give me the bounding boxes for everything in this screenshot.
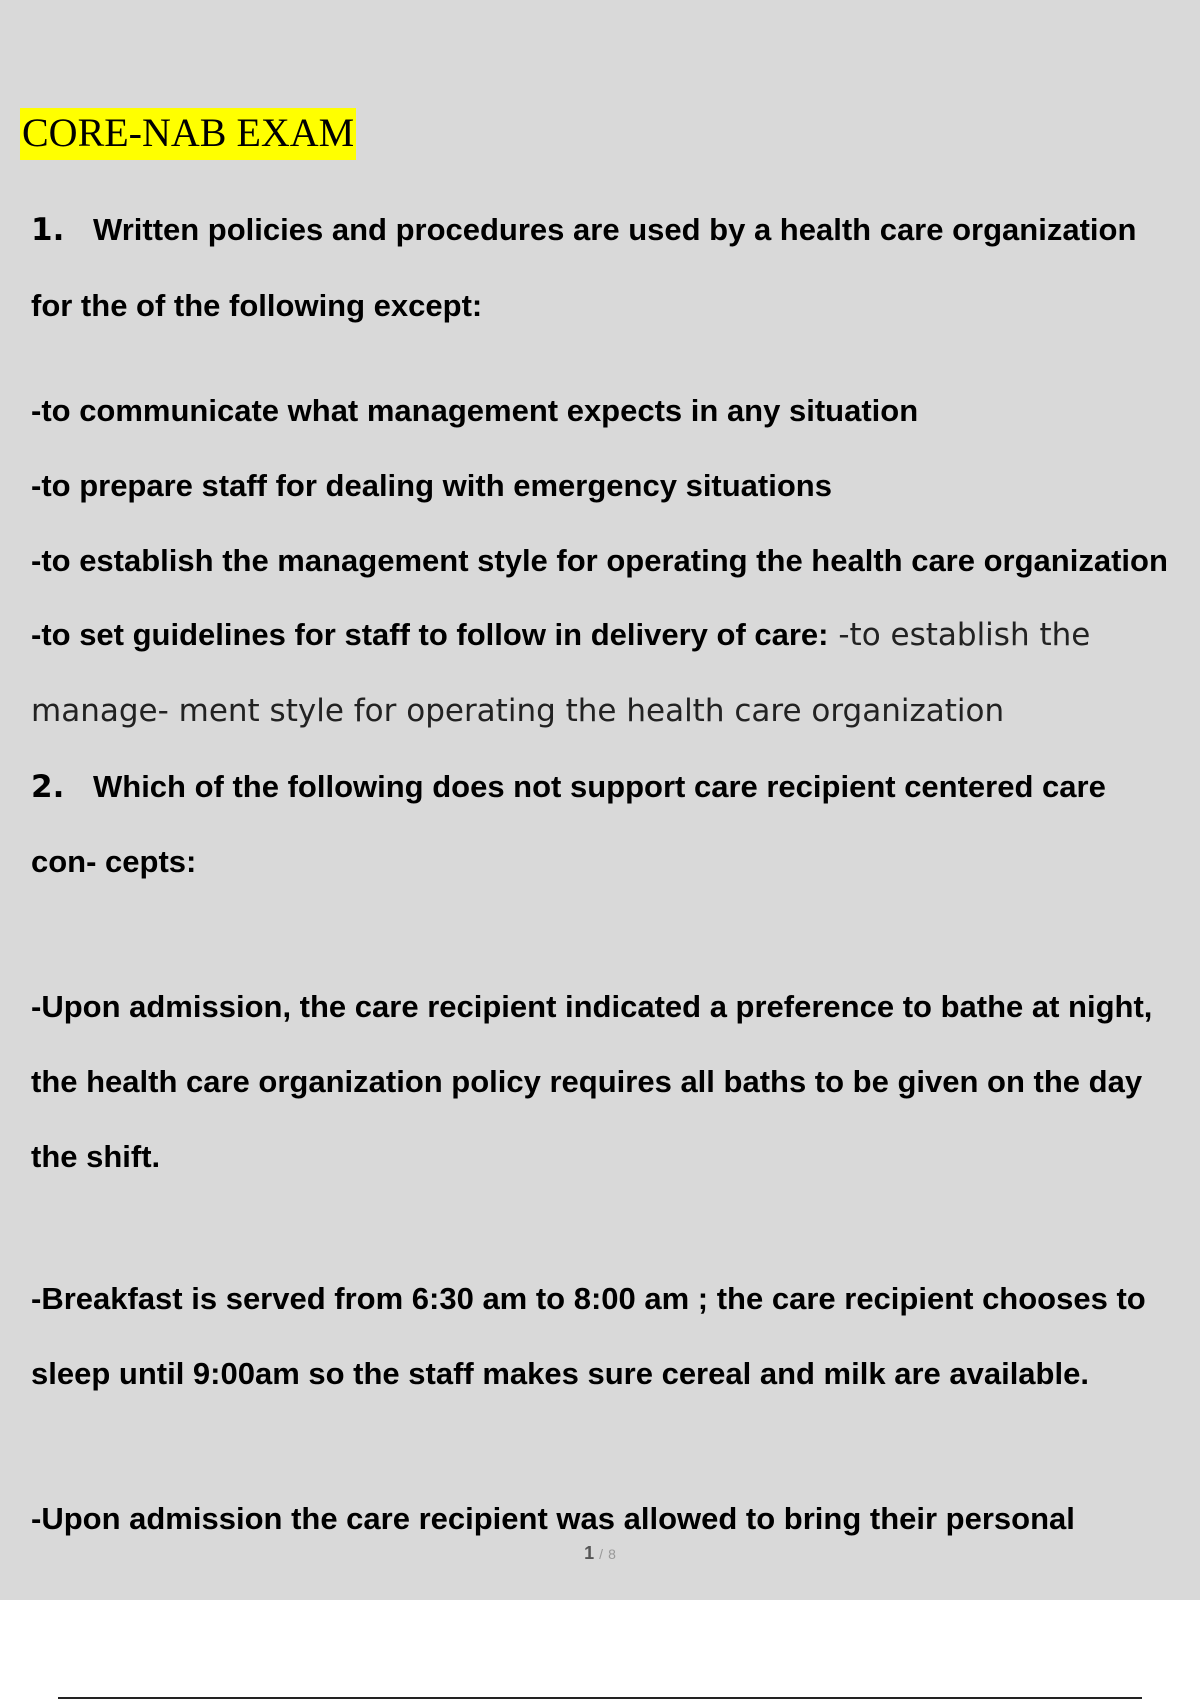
question-1-line-2: for the of the following except: [31, 288, 483, 323]
question-1-option-1: -to communicate what management expects in any situation [31, 393, 919, 428]
question-1-option-4 [31, 616, 1090, 654]
page-indicator [0, 1543, 1200, 1564]
question-2-option-2-line-1: -Breakfast is served from 6:30 am to 8:00 am ; the care recipient chooses to [31, 1281, 1146, 1316]
total-pages: 8 [608, 1546, 616, 1562]
question-1-answer-part-2: manage- ment style for operating the health care organization [31, 693, 1005, 729]
question-2-line-2: con- cepts: [31, 844, 197, 879]
question-2-number: 2. [31, 769, 65, 805]
question-2-option-3-line-1: -Upon admission the care recipient was allowed to bring their personal [31, 1501, 1075, 1536]
question-1-number: 1. [31, 212, 65, 248]
question-1-line-1 [31, 211, 1136, 249]
question-1-answer-part-1: -to establish the [828, 617, 1091, 653]
question-2-option-1-line-1: -Upon admission, the care recipient indicated a preference to bathe at night, [31, 989, 1153, 1024]
current-page-number: 1 [584, 1543, 595, 1563]
question-1-text: Written policies and procedures are used by a health care organization [93, 212, 1137, 247]
question-1-option-2: -to prepare staff for dealing with emergency situations [31, 468, 832, 503]
page-separator: / [599, 1546, 604, 1562]
question-2-option-1-line-3: the shift. [31, 1139, 161, 1174]
question-1-option-4-text: -to set guidelines for staff to follow in delivery of care: [31, 617, 829, 652]
question-2-option-2-line-2: sleep until 9:00am so the staff makes sure cereal and milk are available. [31, 1356, 1089, 1391]
document-title: CORE-NAB EXAM [20, 108, 356, 160]
question-2-line-1 [31, 768, 1106, 806]
next-page-rule [58, 1697, 1142, 1699]
question-1-option-3: -to establish the management style for operating the health care organization [31, 543, 1168, 578]
question-2-option-1-line-2: the health care organization policy requires all baths to be given on the day [31, 1064, 1143, 1099]
question-2-text: Which of the following does not support care recipient centered care [93, 769, 1106, 804]
